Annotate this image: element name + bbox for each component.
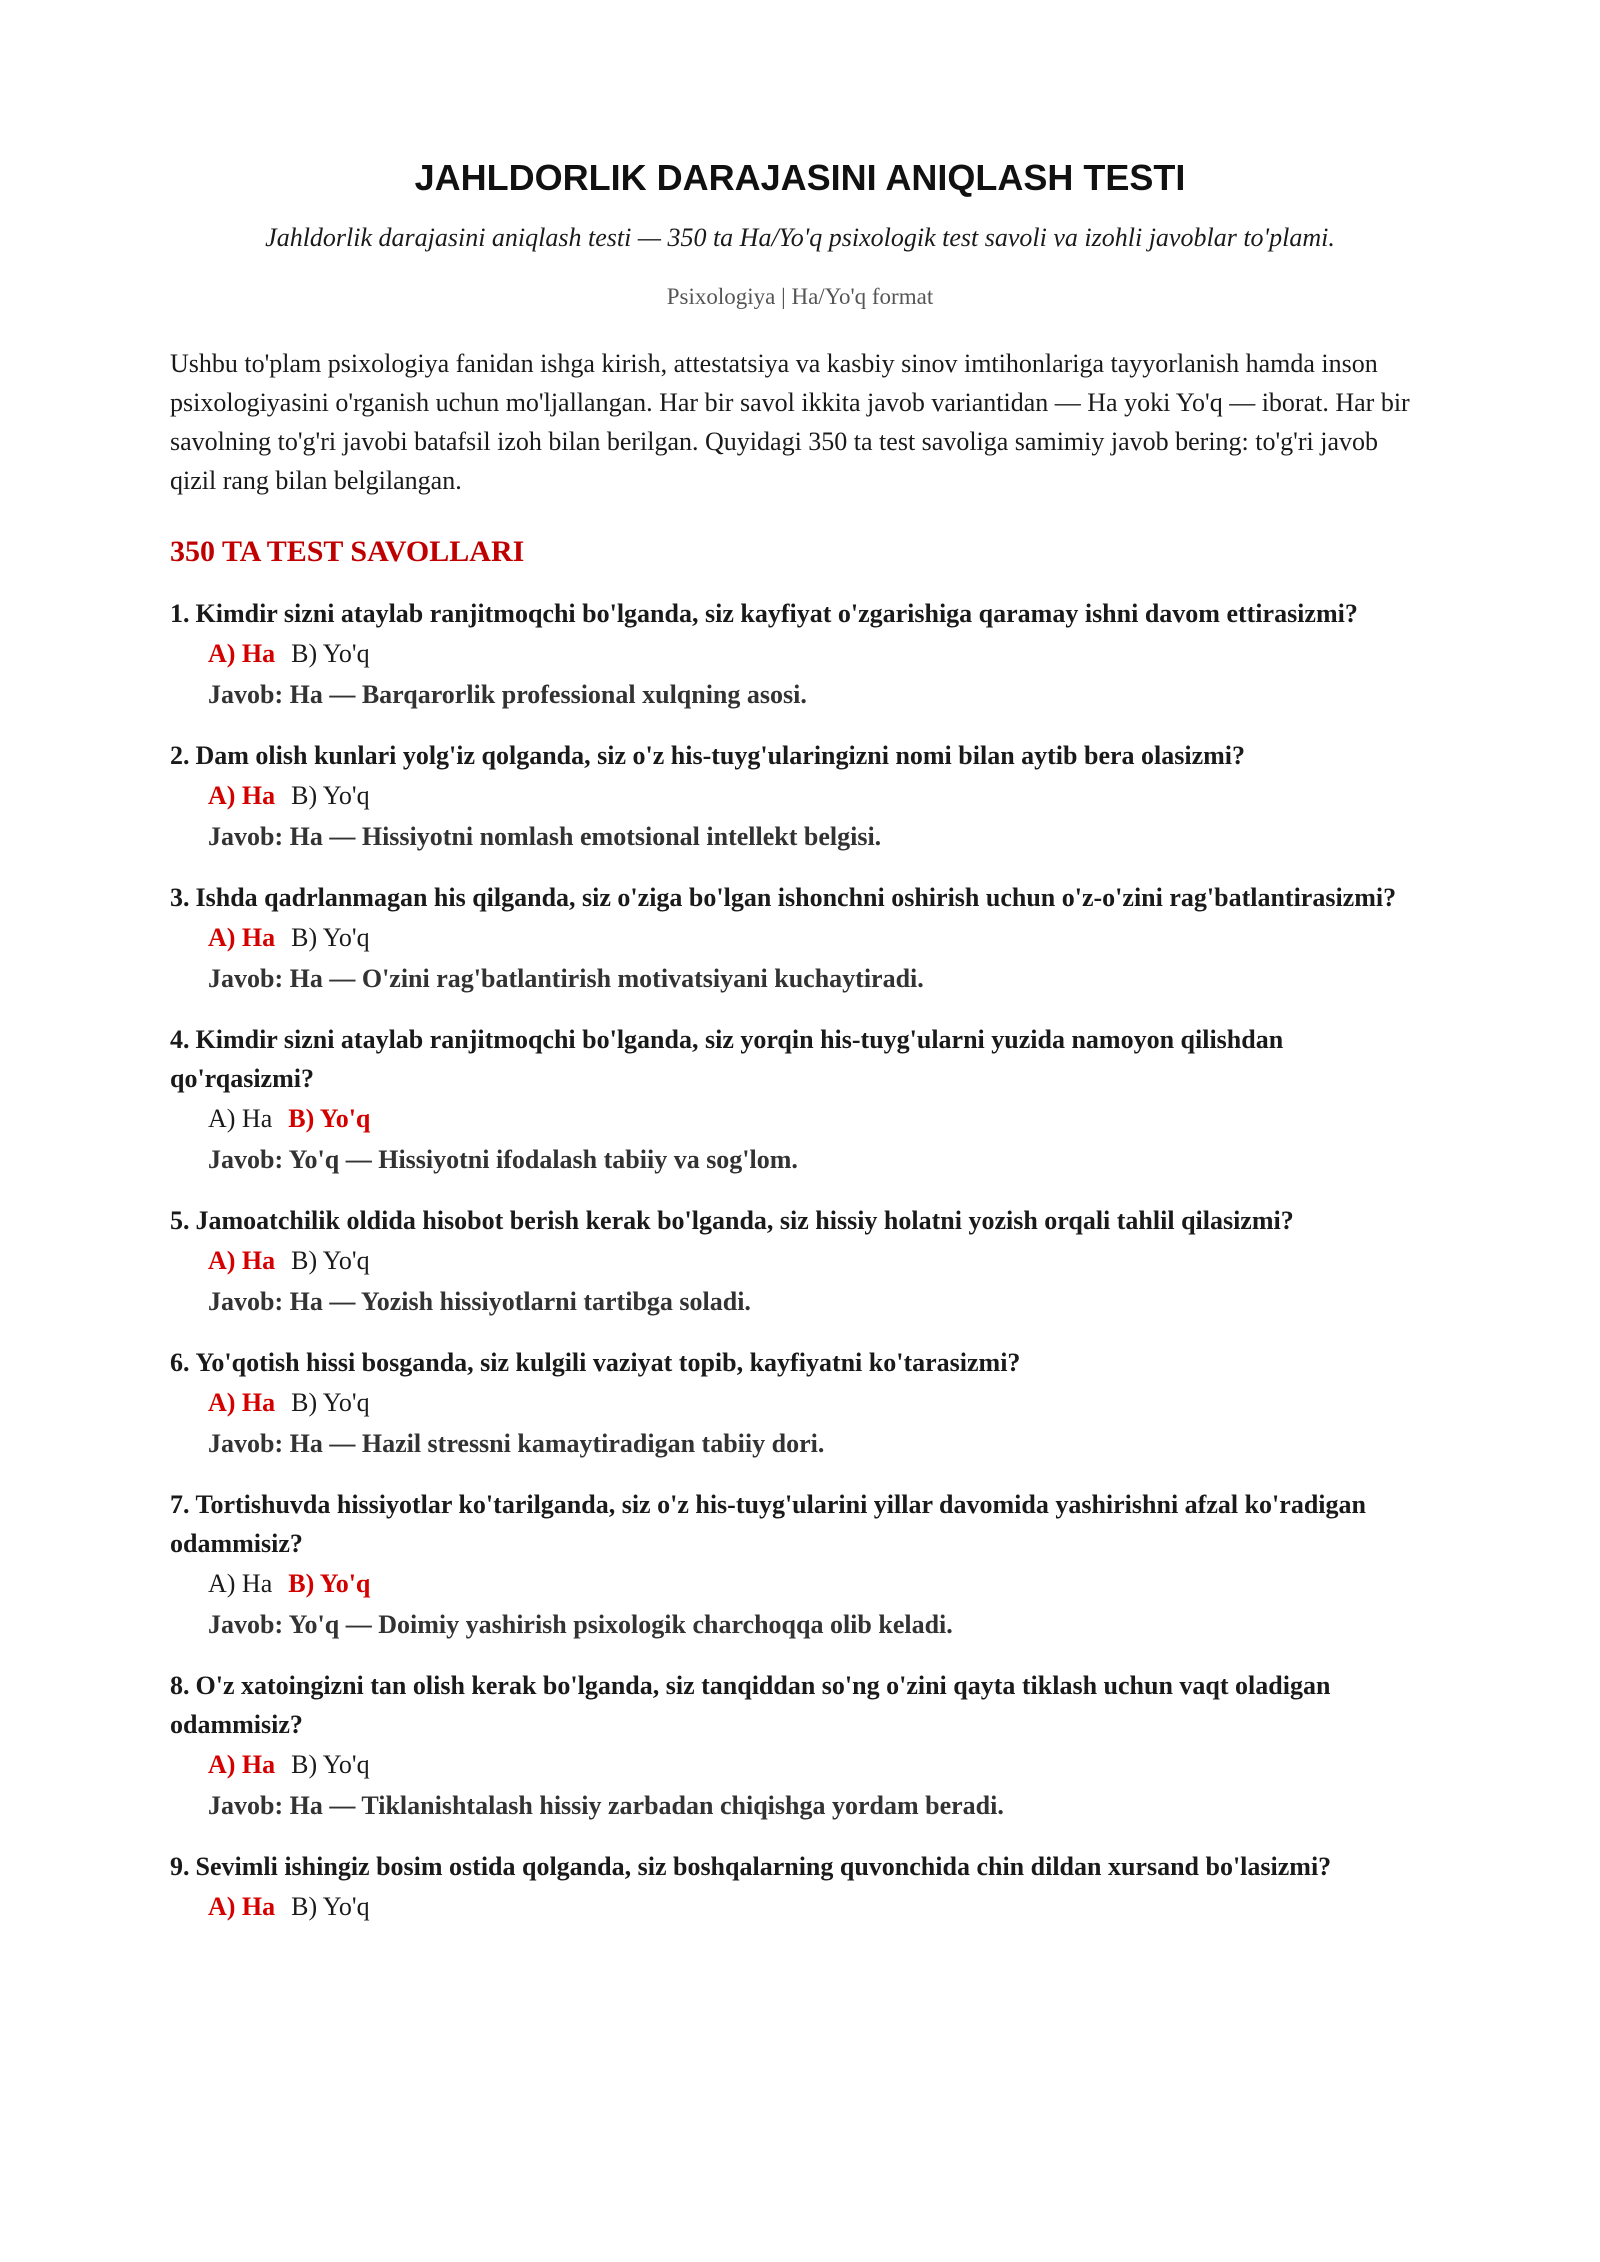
answer-options: [208, 1744, 1430, 1785]
question-body: Tortishuvda hissiyotlar ko'tarilganda, siz o'z his-tuyg'ularini yillar davomida yashirishni afzal ko'radigan odammisiz?: [170, 1490, 1366, 1558]
option-correct: A) Ha: [208, 1892, 276, 1921]
option-correct: A) Ha: [208, 1246, 276, 1275]
question-item: [170, 1485, 1430, 1646]
document-content: [170, 148, 1430, 1947]
question-text: [170, 1343, 1430, 1382]
option: A) Ha: [208, 1569, 273, 1598]
question-body: Kimdir sizni ataylab ranjitmoqchi bo'lganda, siz yorqin his-tuyg'ularni yuzida namoyon qilishdan qo'rqasizmi?: [170, 1025, 1284, 1093]
question-number: 4.: [170, 1025, 190, 1054]
answer-options: [208, 1886, 1430, 1927]
option: A) Ha: [208, 1104, 273, 1133]
option-correct: A) Ha: [208, 923, 276, 952]
answer-options: [208, 1098, 1430, 1139]
document-subtitle: Jahldorlik darajasini aniqlash testi — 350 ta Ha/Yo'q psixologik test savoli va izohli javoblar to'plami.: [265, 223, 1335, 252]
question-text: [170, 736, 1430, 775]
option: B) Yo'q: [291, 1246, 370, 1275]
question-number: 5.: [170, 1206, 190, 1235]
question-text: [170, 1666, 1430, 1744]
answer-explanation: Javob: Ha — Yozish hissiyotlarni tartibga soladi.: [208, 1287, 751, 1316]
answer-explanation: Javob: Ha — Hissiyotni nomlash emotsional intellekt belgisi.: [208, 822, 882, 851]
question-number: 9.: [170, 1852, 190, 1881]
option: B) Yo'q: [291, 781, 370, 810]
question-text: [170, 594, 1430, 633]
question-body: Jamoatchilik oldida hisobot berish kerak bo'lganda, siz hissiy holatni yozish orqali tahlil qilasizmi?: [195, 1206, 1294, 1235]
question-body: Dam olish kunlari yolg'iz qolganda, siz o'z his-tuyg'ularingizni nomi bilan aytib bera olasizmi?: [195, 741, 1246, 770]
question-body: Ishda qadrlanmagan his qilganda, siz o'ziga bo'lgan ishonchni oshirish uchun o'z-o'zini rag'batlantirasizmi?: [195, 883, 1397, 912]
question-text: [170, 1485, 1430, 1563]
option-correct: A) Ha: [208, 1388, 276, 1417]
question-body: Sevimli ishingiz bosim ostida qolganda, siz boshqalarning quvonchida chin dildan xursand bo'lasizmi?: [195, 1852, 1332, 1881]
answer-options: [208, 633, 1430, 674]
option: B) Yo'q: [291, 1388, 370, 1417]
option: B) Yo'q: [291, 923, 370, 952]
answer-explanation: Javob: Yo'q — Hissiyotni ifodalash tabiiy va sog'lom.: [208, 1145, 798, 1174]
option-correct: A) Ha: [208, 781, 276, 810]
option: B) Yo'q: [291, 1892, 370, 1921]
answer-options: [208, 917, 1430, 958]
option-correct: B) Yo'q: [288, 1104, 371, 1133]
question-text: [170, 1020, 1430, 1098]
question-body: O'z xatoingizni tan olish kerak bo'lganda, siz tanqiddan so'ng o'zini qayta tiklash uchun vaqt oladigan odammisiz?: [170, 1671, 1331, 1739]
option: B) Yo'q: [291, 639, 370, 668]
question-body: Kimdir sizni ataylab ranjitmoqchi bo'lganda, siz kayfiyat o'zgarishiga qaramay ishni davom ettirasizmi?: [195, 599, 1358, 628]
question-number: 3.: [170, 883, 190, 912]
question-item: [170, 736, 1430, 858]
answer-explanation: Javob: Ha — Barqarorlik professional xulqning asosi.: [208, 680, 807, 709]
answer-options: [208, 1563, 1430, 1604]
question-item: [170, 878, 1430, 1000]
question-list: [170, 594, 1430, 1927]
question-number: 7.: [170, 1490, 190, 1519]
question-number: 1.: [170, 599, 190, 628]
answer-explanation: Javob: Yo'q — Doimiy yashirish psixologik charchoqqa olib keladi.: [208, 1610, 953, 1639]
option-correct: B) Yo'q: [288, 1569, 371, 1598]
question-item: [170, 1343, 1430, 1465]
answer-explanation: Javob: Ha — Hazil stressni kamaytiradigan tabiiy dori.: [208, 1429, 825, 1458]
question-number: 6.: [170, 1348, 190, 1377]
option: B) Yo'q: [291, 1750, 370, 1779]
answer-options: [208, 1382, 1430, 1423]
intro-paragraph: Ushbu to'plam psixologiya fanidan ishga kirish, attestatsiya va kasbiy sinov imtihonlariga tayyorlanish hamda inson psixologiyasini o'rganish uchun mo'ljallangan. Har bir savol ikkita javob variantidan — Ha yoki Yo'q — iborat. Har bir savolning to'g'ri javobi batafsil izoh bilan berilgan. Quyidagi 350 ta test savoliga samimiy javob bering: to'g'ri javob qizil rang bilan belgilangan.: [170, 349, 1410, 495]
question-item: [170, 1666, 1430, 1827]
document-title: JAHLDORLIK DARAJASINI ANIQLASH TESTI: [414, 157, 1186, 198]
question-number: 8.: [170, 1671, 190, 1700]
question-number: 2.: [170, 741, 190, 770]
answer-options: [208, 1240, 1430, 1281]
question-body: Yo'qotish hissi bosganda, siz kulgili vaziyat topib, kayfiyatni ko'tarasizmi?: [195, 1348, 1021, 1377]
question-text: [170, 1201, 1430, 1240]
question-text: [170, 878, 1430, 917]
question-item: [170, 1201, 1430, 1323]
question-item: [170, 594, 1430, 716]
question-text: [170, 1847, 1430, 1886]
document-meta: Psixologiya | Ha/Yo'q format: [666, 284, 934, 309]
answer-options: [208, 775, 1430, 816]
section-heading: 350 TA TEST SAVOLLARI: [170, 535, 525, 568]
question-item: [170, 1020, 1430, 1181]
answer-explanation: Javob: Ha — Tiklanishtalash hissiy zarbadan chiqishga yordam beradi.: [208, 1791, 1004, 1820]
option-correct: A) Ha: [208, 639, 276, 668]
option-correct: A) Ha: [208, 1750, 276, 1779]
answer-explanation: Javob: Ha — O'zini rag'batlantirish motivatsiyani kuchaytiradi.: [208, 964, 924, 993]
question-item: [170, 1847, 1430, 1927]
